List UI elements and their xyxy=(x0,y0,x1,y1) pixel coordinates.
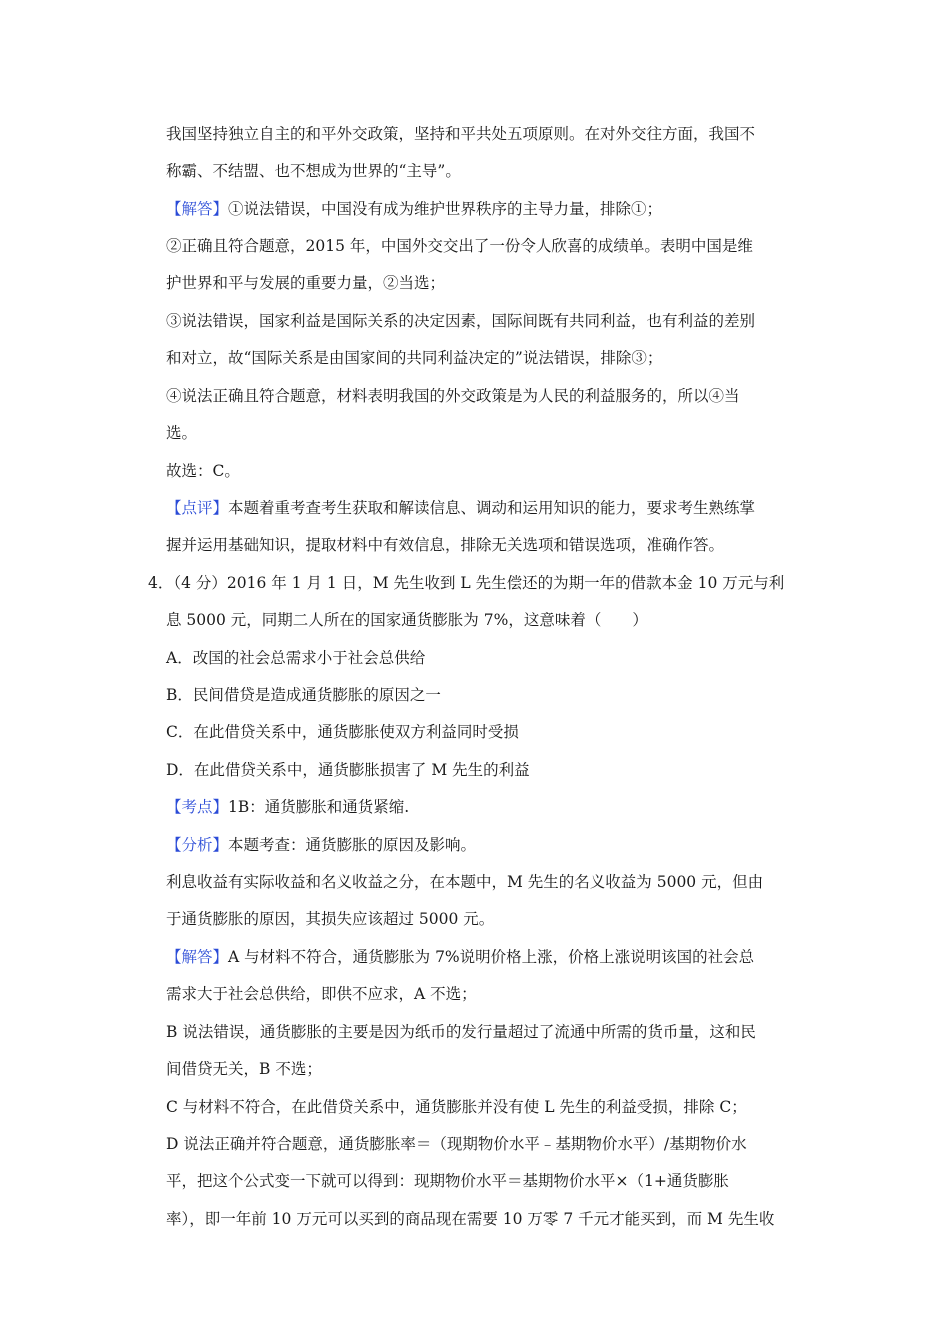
analysis-text: 本题考查：通货膨胀的原因及影响。 xyxy=(228,836,477,854)
answer-text: A 与材料不符合，通货膨胀为 7%说明价格上涨，价格上涨说明该国的社会总 xyxy=(228,948,755,966)
text-line: 护世界和平与发展的重要力量，②当选； xyxy=(166,274,446,292)
text-line: 间借贷无关，B 不选； xyxy=(166,1060,322,1078)
option-a: A．改国的社会总需求小于社会总供给 xyxy=(166,649,426,667)
question-stem: 4．（4 分）2016 年 1 月 1 日，M 先生收到 L 先生偿还的为期一年的借款本金 10 万元与利 xyxy=(148,574,785,592)
option-c: C．在此借贷关系中，通货膨胀使双方利益同时受损 xyxy=(166,723,519,741)
text-line: 握并运用基础知识，提取材料中有效信息，排除无关选项和错误选项，准确作答。 xyxy=(166,536,725,554)
text-line: 需求大于社会总供给，即供不应求，A 不选； xyxy=(166,985,477,1003)
text-line: 利息收益有实际收益和名义收益之分，在本题中，M 先生的名义收益为 5000 元，但由 xyxy=(166,873,764,891)
text-line: 率），即一年前 10 万元可以买到的商品现在需要 10 万零 7 千元才能买到，而 M 先生收 xyxy=(166,1210,775,1228)
text-line: B 说法错误，通货膨胀的主要是因为纸币的发行量超过了流通中所需的货币量，这和民 xyxy=(166,1023,756,1041)
text-line: ④说法正确且符合题意，材料表明我国的外交政策是为人民的利益服务的，所以④当 xyxy=(166,387,740,405)
analysis-label: 【分析】 xyxy=(166,836,229,854)
text-line: 平，把这个公式变一下就可以得到：现期物价水平＝基期物价水平×（1+通货膨胀 xyxy=(166,1172,729,1190)
text-line xyxy=(166,947,754,967)
answer-label: 【解答】 xyxy=(166,948,229,966)
text-line: D 说法正确并符合题意，通货膨胀率＝（现期物价水平﹣基期物价水平）/基期物价水 xyxy=(166,1135,747,1153)
text-line: 息 5000 元，同期二人所在的国家通货膨胀为 7%，这意味着（ ） xyxy=(166,611,648,629)
answer-label: 【解答】 xyxy=(166,200,229,218)
answer-text: ①说法错误，中国没有成为维护世界秩序的主导力量，排除①； xyxy=(228,200,663,218)
text-line xyxy=(166,199,662,219)
comment-label: 【点评】 xyxy=(166,499,229,517)
text-line: 我国坚持独立自主的和平外交政策，坚持和平共处五项原则。在对外交往方面，我国不 xyxy=(166,125,756,143)
text-line xyxy=(166,498,755,518)
text-line: C 与材料不符合，在此借贷关系中，通货膨胀并没有使 L 先生的利益受损，排除 C； xyxy=(166,1098,747,1116)
comment-text: 本题着重考查考生获取和解读信息、调动和运用知识的能力，要求考生熟练掌 xyxy=(228,499,756,517)
text-line xyxy=(166,797,409,817)
point-text: 1B：通货膨胀和通货紧缩. xyxy=(228,798,410,816)
option-b: B．民间借贷是造成通货膨胀的原因之一 xyxy=(166,686,441,704)
text-line: ②正确且符合题意，2015 年，中国外交交出了一份令人欣喜的成绩单。表明中国是维 xyxy=(166,237,753,255)
text-line: 和对立，故“国际关系是由国家间的共同利益决定的”说法错误，排除③； xyxy=(166,349,663,367)
text-line: 选。 xyxy=(166,424,198,442)
text-line: ③说法错误，国家利益是国际关系的决定因素，国际间既有共同利益，也有利益的差别 xyxy=(166,312,756,330)
text-line xyxy=(166,835,476,855)
text-line: 称霸、不结盟、也不想成为世界的“主导”。 xyxy=(166,162,461,180)
option-d: D．在此借贷关系中，通货膨胀损害了 M 先生的利益 xyxy=(166,761,530,779)
text-line: 于通货膨胀的原因，其损失应该超过 5000 元。 xyxy=(166,910,495,928)
point-label: 【考点】 xyxy=(166,798,229,816)
text-line: 故选：C。 xyxy=(166,462,240,480)
